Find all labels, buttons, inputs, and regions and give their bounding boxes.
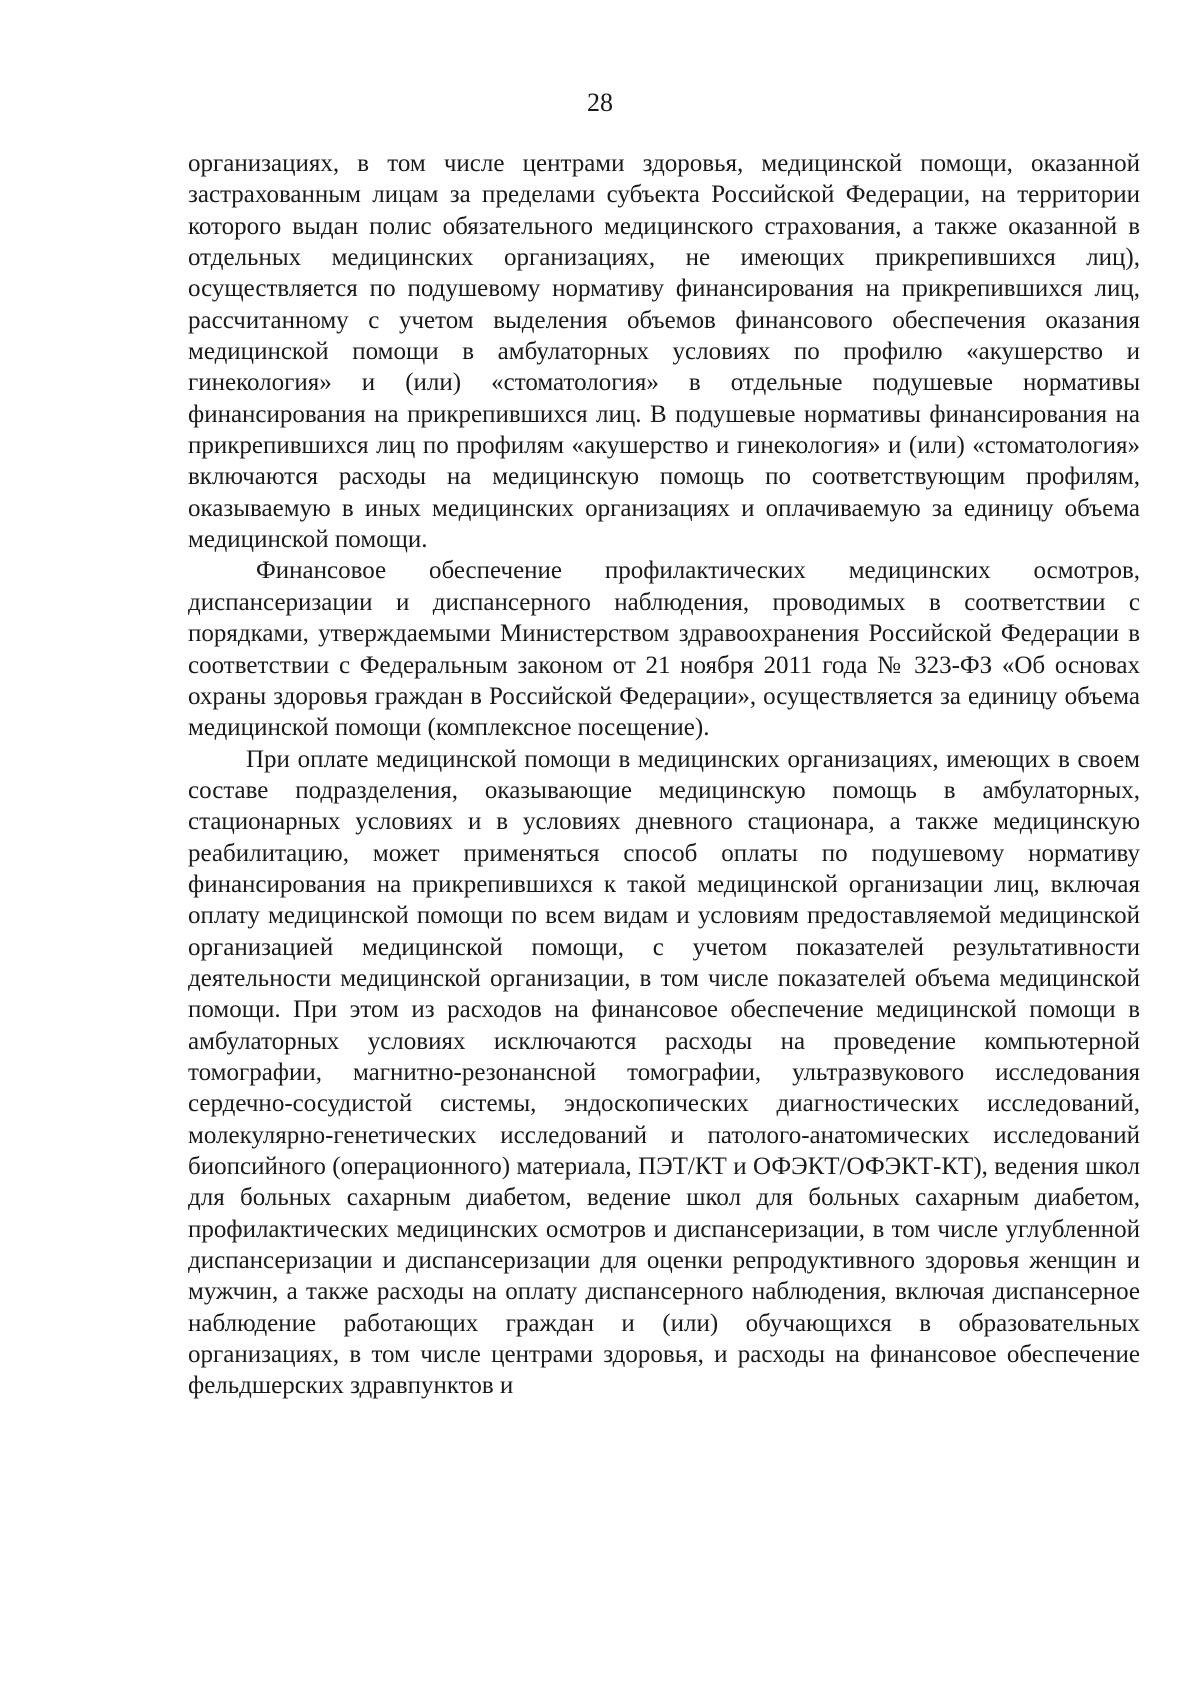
paragraph-1: организациях, в том числе центрами здоровья, медицинской помощи, оказанной застрахованным лицам за пределами субъекта Российской Федерации, на территории которого выдан полис обязательного медицинского страхования, а также оказанной в отдельных медицинских организациях, не имеющих прикрепившихся лиц), осуществляется по подушевому нормативу финансирования на прикрепившихся лиц, рассчитанному с учетом выделения объемов финансового обеспечения оказания медицинской помощи в амбулаторных условиях по профилю «акушерство и гинекология» и (или) «стоматология» в отдельные подушевые нормативы финансирования на прикрепившихся лиц. В подушевые нормативы финансирования на прикрепившихся лиц по профилям «акушерство и гинекология» и (или) «стоматология» включаются расходы на медицинскую помощь по соответствующим профилям, оказываемую в иных медицинских организациях и оплачиваемую за единицу объема медицинской помощи. [188, 150, 1140, 554]
paragraph-2: Финансовое обеспечение профилактических медицинских осмотров, диспансеризации и диспансерного наблюдения, проводимых в соответствии с порядками, утверждаемыми Министерством здравоохранения Российской Федерации в соответствии с Федеральным законом от 21 ноября 2011 года № 323-ФЗ «Об основах охраны здоровья граждан в Российской Федерации», осуществляется за единицу объема медицинской помощи (комплексное посещение). [188, 557, 1140, 742]
body-text [188, 148, 1140, 1402]
page-number: 28 [587, 88, 613, 117]
paragraph-3: При оплате медицинской помощи в медицинских организациях, имеющих в своем составе подразделения, оказывающие медицинскую помощь в амбулаторных, стационарных условиях и в условиях дневного стационара, а также медицинскую реабилитацию, может применяться способ оплаты по подушевому нормативу финансирования на прикрепившихся к такой медицинской организации лиц, включая оплату медицинской помощи по всем видам и условиям предоставляемой медицинской организацией медицинской помощи, с учетом показателей результативности деятельности медицинской организации, в том числе показателей объема медицинской помощи. При этом из расходов на финансовое обеспечение медицинской помощи в амбулаторных условиях исключаются расходы на проведение компьютерной томографии, магнитно-резонансной томографии, ультразвукового исследования сердечно-сосудистой системы, эндоскопических диагностических исследований, молекулярно-генетических исследований и патолого-анатомических исследований биопсийного (операционного) материала, ПЭТ/КТ и ОФЭКТ/ОФЭКТ-КТ), ведения школ для больных сахарным диабетом, ведение школ для больных сахарным диабетом, профилактических медицинских осмотров и диспансеризации, в том числе углубленной диспансеризации и диспансеризации для оценки репродуктивного здоровья женщин и мужчин, а также расходы на оплату диспансерного наблюдения, включая диспансерное наблюдение работающих граждан и (или) обучающихся в образовательных организациях, в том числе центрами здоровья, и расходы на финансовое обеспечение фельдшерских здравпунктов и [188, 745, 1140, 1400]
